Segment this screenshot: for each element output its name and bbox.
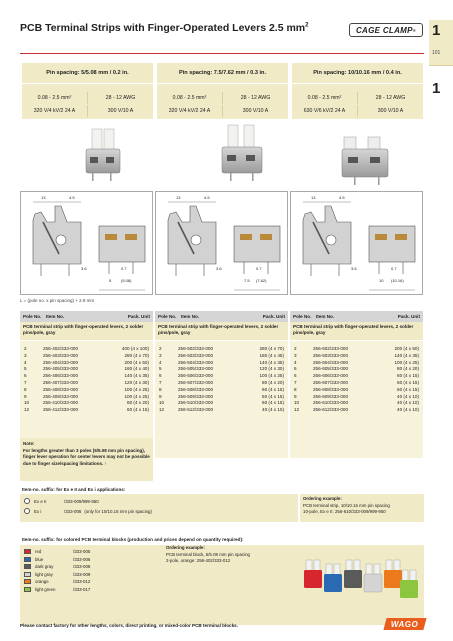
table-row: 8 256-408/333-000 100 (4 x 25) [24,386,149,392]
table-row: 2 256-502/333-000 280 (4 x 70) [159,346,284,351]
ex-suffix-section [20,484,424,522]
dimension-diagram: 13 4.5 3.6 0.7 5 (5.08) [20,191,153,295]
spec-row: 630 V/6 kV/2 24 A 300 V/10 A [292,105,423,117]
color-suffix-row: red /333-005 [24,549,90,554]
color-swatch-icon [24,564,31,569]
table-row: 7 256-507/333-000 80 (4 x 20) [159,379,284,385]
chapter-number-side: 1 [432,80,441,97]
table-row: 5 256-605/333-000 80 (4 x 20) [294,366,419,372]
ex-suffix-row: Ex e II /333-009/999-950 [24,498,99,504]
table-row: 7 256-407/333-000 120 (4 x 30) [24,379,149,385]
table-row: 12 256-412/333-000 60 (4 x 15) [24,407,149,413]
table-row: 2 256-602/333-000 200 (4 x 50) [294,346,419,351]
colored-blocks-image [302,556,420,608]
spec-title: Pin spacing: 5/5.08 mm / 0.2 in. [22,63,153,84]
ex-suffix-row: Ex i /333-006 (only for 10/10.16 mm pin spacing) [24,508,152,514]
dimension-diagram: 13 4.5 3.6 0.7 10 (10.16) [290,191,423,295]
header-divider [20,53,424,54]
table-row: 10 256-610/333-000 40 (4 x 10) [294,400,419,406]
ex-circle-icon [24,508,30,514]
table-row: 3 256-603/333-000 140 (4 x 35) [294,352,419,358]
color-swatch-icon [24,549,31,554]
table-description: PCB terminal strip with finger-operated levers, 2 solder pins/pole, gray [20,322,153,341]
color-suffix-section [20,534,424,624]
table-header: Pole No. Item No. Pack. Unit [290,311,423,322]
spec-box [155,63,288,119]
ex-ordering-example: Ordering example: PCB terminal strip, 10/10.16 mm pin spacing 10-pole, Ex e II: 256-610/333-009/999-950 [300,494,424,522]
table-description: PCB terminal strip with finger-operated levers, 2 solder pins/pole, gray [155,322,288,341]
color-suffix-row: orange /333-012 [24,579,90,584]
color-suffix-row: light green /333-017 [24,587,90,592]
spec-row: 320 V/4 kV/2 24 A 300 V/10 A [22,105,153,117]
table-row: 4 256-504/333-000 140 (4 x 35) [159,359,284,365]
color-swatch-icon [24,572,31,577]
spec-title: Pin spacing: 7.5/7.62 mm / 0.3 in. [157,63,288,84]
ex-suffix-box [20,494,298,522]
cage-clamp-logo: CAGE CLAMP ® [349,23,423,37]
product-image-5mm [86,129,120,181]
color-suffix-row: blue /333-006 [24,557,90,562]
ex-suffix-heading: Item-no. suffix: for Ex e II and Ex i applications: [20,484,424,494]
note-box [20,438,153,481]
table-row: 5 256-505/333-000 120 (4 x 30) [159,366,284,372]
table-row: 5 256-405/333-000 160 (4 x 40) [24,366,149,372]
ex-circle-icon [24,498,30,504]
table-row: 8 256-508/333-000 60 (4 x 15) [159,386,284,392]
dimension-drawing [21,192,153,295]
table-header: Pole No. Item No. Pack. Unit [155,311,288,322]
spec-row: 0.08 - 2.5 mm² 28 - 12 AWG [157,92,288,104]
order-table [155,311,288,458]
spec-row: 0.08 - 2.5 mm² 28 - 12 AWG [22,92,153,104]
spec-row: 0.08 - 2.5 mm² 28 - 12 AWG [292,92,423,104]
table-row: 6 256-406/333-000 140 (4 x 35) [24,373,149,379]
table-row: 6 256-606/333-000 60 (4 x 15) [294,373,419,379]
page-title: PCB Terminal Strips with Finger-Operated Levers 2.5 $mm^2$ [20,22,309,34]
table-row: 9 256-609/333-000 40 (4 x 10) [294,393,419,399]
color-suffix-heading: Item-no. suffix: for colored PCB terminal blocks (production and prices depend on quantity required): [20,534,424,544]
table-body [290,341,423,458]
table-row: 3 256-503/333-000 180 (4 x 45) [159,352,284,358]
color-swatch-icon [24,587,31,592]
chapter-number: 1 [432,22,441,39]
dimension-drawing [156,192,288,295]
table-description: PCB terminal strip with finger-operated levers, 2 solder pins/pole, gray [290,322,423,341]
table-row: 4 256-404/333-000 200 (4 x 50) [24,359,149,365]
spec-row: 320 V/4 kV/2 24 A 300 V/10 A [157,105,288,117]
color-ordering-example: Ordering example: PCB terminal block, 5/5.08 mm pin spacing 2-pole, orange: 256-402/333-012 [166,545,250,564]
table-row: 6 256-506/333-000 100 (4 x 25) [159,373,284,379]
table-header: Pole No. Item No. Pack. Unit [20,311,153,322]
table-row: 10 256-510/333-000 60 (4 x 15) [159,400,284,406]
table-row: 9 256-509/333-000 60 (4 x 15) [159,393,284,399]
color-swatch-icon [24,557,31,562]
spec-box [20,63,153,119]
dimension-diagram: 13 4.5 3.6 0.7 7.5 (7.62) [155,191,288,295]
table-row: 4 256-604/333-000 100 (4 x 25) [294,359,419,365]
table-row: 9 256-409/333-000 100 (4 x 25) [24,393,149,399]
spec-box [290,63,423,119]
table-row: 12 256-612/333-000 40 (4 x 10) [294,407,419,413]
note-label: Note: [23,441,35,446]
page-number: 101 [432,50,441,56]
table-row: 12 256-512/333-000 40 (4 x 10) [159,407,284,413]
wago-logo: WAGO [383,618,426,630]
order-table [20,311,153,458]
color-suffix-row: dark gray /333-008 [24,564,90,569]
product-images [20,121,424,191]
spec-title: Pin spacing: 10/10.16 mm / 0.4 in. [292,63,423,84]
footer-note: Please contact factory for other lengths, colors, direct printing, or mixed-color PCB terminal blocks. [20,623,238,628]
note-text: For lengths greater than 3 poles (5/5.08 mm pin spacing), finger lever operation for center levers may not be possible due to finger size/spacing limitations. ↑ [23,447,150,466]
table-row: 8 256-608/333-000 60 (4 x 15) [294,386,419,392]
table-row: 3 256-403/333-000 280 (4 x 70) [24,352,149,358]
table-row: 7 256-607/333-000 60 (4 x 15) [294,379,419,385]
order-table [290,311,423,458]
length-formula: L = (pole no. x pin spacing) + 2.9 mm [20,298,95,303]
product-image-7-5mm [222,125,262,181]
table-row: 2 256-402/333-000 400 (4 x 100) [24,346,149,351]
table-row: 10 256-410/333-000 80 (4 x 20) [24,400,149,406]
color-swatch-icon [24,579,31,584]
product-image-10mm [342,137,388,185]
color-suffix-row: light gray /333-009 [24,572,90,577]
table-body [155,341,288,458]
